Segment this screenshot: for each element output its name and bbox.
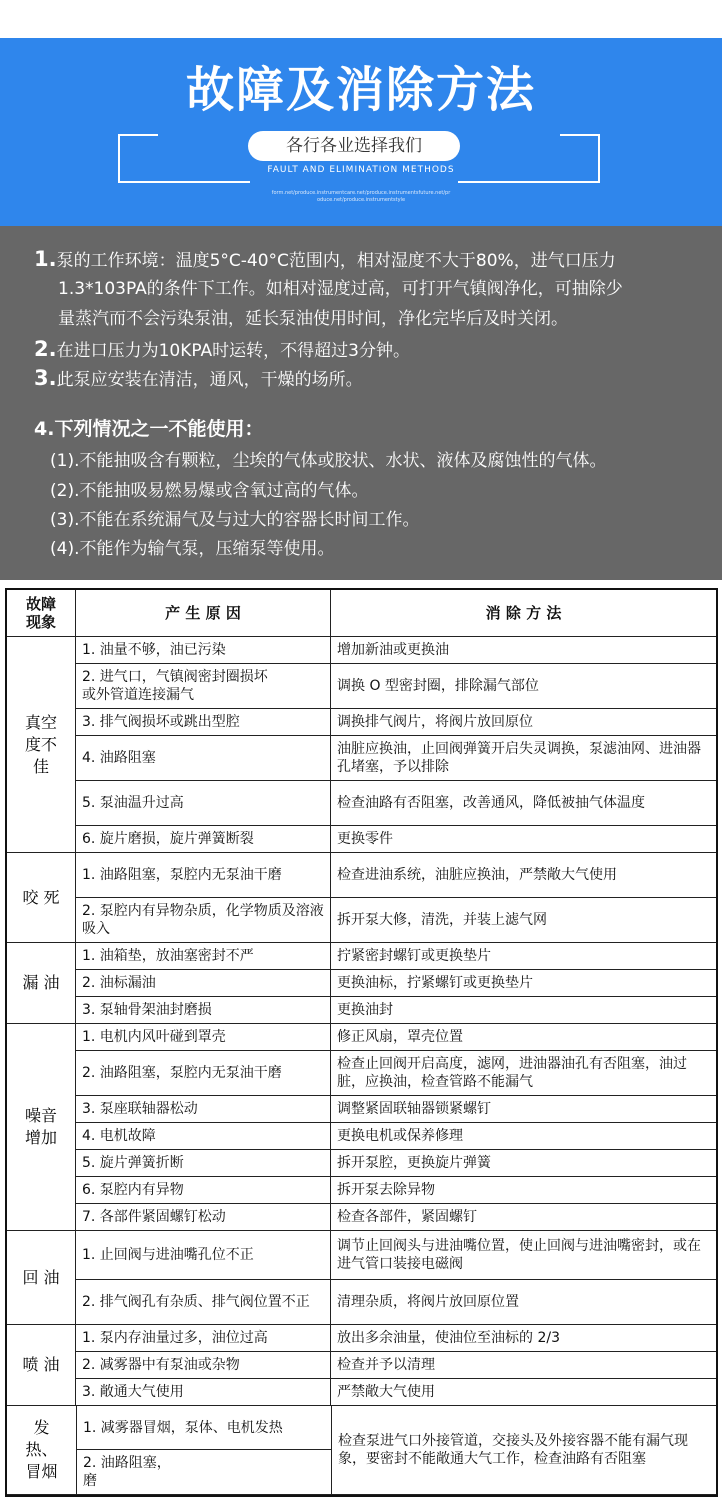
fault-group: [7, 1406, 716, 1495]
tiny-text-line-2: oduce.net/produce.instrumentstyle: [316, 197, 406, 203]
cause-cell: 3. 泵座联轴器松动: [76, 1096, 331, 1122]
symptom-cell: 喷 油: [7, 1325, 76, 1405]
note-1-text-1: 泵的工作环境：温度5°C-40°C范围内，相对湿度不大于80%，进气口压力: [56, 251, 616, 271]
note-4-item: (2).不能抽吸易燃易爆或含氧过高的气体。: [50, 481, 369, 501]
fix-cell: 更换油标，拧紧螺钉或更换垫片: [337, 975, 533, 991]
fix-cell: 检查油路有否阻塞，改善通风，降低被抽气体温度: [337, 795, 645, 811]
fault-table: [5, 588, 718, 1497]
fix-cell: 检查并予以清理: [337, 1357, 435, 1373]
cause-cell: 3. 泵轴骨架油封磨损: [76, 997, 331, 1023]
fix-cell: 调整紧固联轴器锁紧螺钉: [337, 1101, 491, 1117]
banner-left-line: [118, 134, 158, 136]
table-row: [76, 970, 716, 997]
fix-cell: 检查进油系统，油脏应换油，严禁敞大气使用: [337, 867, 617, 883]
cause-cell: 3. 排气阀损坏或跳出型腔: [76, 709, 331, 735]
note-1-line-1: [34, 246, 616, 274]
table-row: [76, 1280, 716, 1324]
note-1-line-3: 量蒸汽而不会污染泵油，延长泵油使用时间，净化完毕后及时关闭。: [58, 309, 568, 329]
fault-group-rows: [77, 1406, 716, 1494]
banner-left-bottom-line: [118, 181, 250, 183]
symptom-cell: 噪音 增加: [7, 1024, 76, 1230]
cause-cell: 2. 油路阻塞，泵腔内无泵油干磨: [76, 1051, 331, 1095]
table-header-row: [7, 590, 716, 637]
cause-cell: 6. 泵腔内有异物: [76, 1177, 331, 1203]
fault-group: [7, 1325, 716, 1406]
fault-group: [7, 943, 716, 1024]
table-row: [76, 826, 716, 852]
table-row: [76, 736, 716, 781]
fix-cell: 拆开泵去除异物: [337, 1182, 435, 1198]
fix-cell: 增加新油或更换油: [337, 642, 449, 658]
cause-cell: 2. 排气阀孔有杂质、排气阀位置不正: [76, 1280, 331, 1324]
table-row: [76, 1231, 716, 1280]
fix-cell: 拆开泵大修，清洗，并装上滤气网: [337, 912, 547, 928]
cause-cell: 2. 油标漏油: [76, 970, 331, 996]
symptom-cell: 回 油: [7, 1231, 76, 1324]
header-symptom: 故障 现象: [7, 590, 76, 636]
fix-cell: 拆开泵腔，更换旋片弹簧: [337, 1155, 491, 1171]
table-row: [76, 1024, 716, 1051]
fix-cell: 严禁敞大气使用: [337, 1384, 435, 1400]
fix-cell: 检查泵进气口外接管道，交接头及外接容器不能有漏气现象，要密封不能敞通大气工作，检查油路有否阻塞: [338, 1433, 688, 1467]
cause-cell: 2. 泵腔内有异物杂质，化学物质及溶液吸入: [76, 898, 331, 942]
table-row: [76, 898, 716, 942]
cause-cell: 1. 减雾器冒烟，泵体、电机发热: [77, 1406, 332, 1450]
tiny-text-line-1: form.net/produce.instrumentcare.net/produce.instrumentsfuture.net/pr: [271, 190, 451, 196]
table-row: [76, 781, 716, 826]
header-fix: 消 除 方 法: [485, 604, 562, 622]
table-row: [76, 1204, 716, 1230]
cause-cell: 5. 旋片弹簧折断: [76, 1150, 331, 1176]
fault-group-rows: [76, 943, 716, 1023]
fix-cell: 检查止回阀开启高度，滤网，进油器油孔有否阻塞，油过脏，应换油，检查管路不能漏气: [337, 1056, 687, 1090]
cause-cell: 1. 止回阀与进油嘴孔位不正: [76, 1231, 331, 1279]
table-row: [76, 709, 716, 736]
table-row: [76, 1150, 716, 1177]
cause-cell: 6. 旋片磨损，旋片弹簧断裂: [76, 826, 331, 852]
symptom-cell: 真空 度不 佳: [7, 637, 76, 852]
cause-cell: 1. 油箱垫，放油塞密封不严: [76, 943, 331, 969]
fix-cell: 放出多余油量，使油位至油标的 2/3: [337, 1330, 560, 1346]
banner-right-bottom-line: [458, 181, 600, 183]
table-row: [76, 853, 716, 898]
cause-cell: 4. 电机故障: [76, 1123, 331, 1149]
cause-cell: 2. 减雾器中有泵油或杂物: [76, 1352, 331, 1378]
note-3-text: 此泵应安装在清洁，通风，干燥的场所。: [56, 370, 363, 390]
fault-group: [7, 1231, 716, 1325]
note-1-line-2: 1.3*103PA的条件下工作。如相对湿度过高，可打开气镇阀净化，可抽除少: [58, 279, 623, 299]
note-1-number: 1.: [34, 247, 57, 271]
cause-cell: 1. 泵内存油量过多，油位过高: [76, 1325, 331, 1351]
cause-cell: 1. 电机内风叶碰到罩壳: [76, 1024, 331, 1050]
fix-cell: 更换油封: [337, 1002, 393, 1018]
cause-cell: 1. 油路阻塞，泵腔内无泵油干磨: [76, 853, 331, 897]
cause-cell: 5. 泵油温升过高: [76, 781, 331, 825]
fix-cell: 更换电机或保养修理: [337, 1128, 463, 1144]
table-row: [76, 997, 716, 1023]
tiny-text: [0, 190, 722, 204]
english-subtitle: FAULT AND ELIMINATION METHODS: [267, 165, 455, 175]
fix-cell: 修正风扇，罩壳位置: [337, 1029, 463, 1045]
cause-cell: 7. 各部件紧固螺钉松动: [76, 1204, 331, 1230]
table-row: [76, 1325, 716, 1352]
note-4-item: (4).不能作为输气泵，压缩泵等使用。: [50, 539, 335, 559]
page-title: 故障及消除方法: [185, 62, 536, 118]
fault-group-rows: [76, 853, 716, 942]
table-row: [76, 637, 716, 664]
slogan-pill: 各行各业选择我们: [248, 131, 460, 161]
table-row: [76, 1352, 716, 1379]
cause-cell: 2. 油路阻塞， 磨: [77, 1450, 332, 1494]
fix-cell: 检查各部件，紧固螺钉: [337, 1209, 477, 1225]
table-row: [76, 1096, 716, 1123]
fault-group-rows: [76, 1231, 716, 1324]
note-2: [34, 336, 410, 364]
header-cause: 产 生 原 因: [76, 590, 331, 636]
banner-right-line: [560, 134, 600, 136]
cause-cell: 4. 油路阻塞: [76, 736, 331, 780]
table-row: [76, 1123, 716, 1150]
table-row: [77, 1406, 716, 1467]
symptom-cell: 漏 油: [7, 943, 76, 1023]
table-row: [76, 1177, 716, 1204]
fix-cell: 调换排气阀片，将阀片放回原位: [337, 714, 533, 730]
note-4-heading: 4.下列情况之一不能使用：: [34, 418, 264, 440]
cause-cell: 1. 油量不够，油已污染: [76, 637, 331, 663]
fault-group-rows: [76, 637, 716, 852]
fix-cell: 调节止回阀头与进油嘴位置，使止回阀与进油嘴密封，或在进气管口装接电磁阀: [337, 1238, 701, 1272]
note-3-number: 3.: [34, 366, 57, 390]
fix-cell: 调换 O 型密封圈，排除漏气部位: [337, 678, 539, 694]
fault-group: [7, 1024, 716, 1231]
note-4-item: (3).不能在系统漏气及与过大的容器长时间工作。: [50, 510, 420, 530]
fix-cell: 更换零件: [337, 831, 393, 847]
fix-cell: 清理杂质，将阀片放回原位置: [337, 1294, 519, 1310]
table-row: [76, 664, 716, 709]
note-3: [34, 365, 363, 393]
note-2-number: 2.: [34, 337, 57, 361]
table-row: [76, 1051, 716, 1096]
fault-group: [7, 637, 716, 853]
note-2-text: 在进口压力为10KPA时运转，不得超过3分钟。: [56, 341, 410, 361]
cause-cell: 3. 敞通大气使用: [76, 1379, 331, 1405]
note-4-item: (1).不能抽吸含有颗粒，尘埃的气体或胶状、水状、液体及腐蚀性的气体。: [50, 451, 607, 471]
fault-group-rows: [76, 1325, 716, 1405]
cause-cell: 2. 进气口，气镇阀密封圈损坏 或外管道连接漏气: [76, 664, 331, 708]
table-row: [76, 943, 716, 970]
fault-group: [7, 853, 716, 943]
notes-section: [0, 226, 722, 580]
fault-group-rows: [76, 1024, 716, 1230]
symptom-cell: 咬 死: [7, 853, 76, 942]
fix-cell: 油脏应换油，止回阀弹簧开启失灵调换，泵滤油网、进油器孔堵塞，予以排除: [337, 741, 701, 775]
table-row: [76, 1379, 716, 1405]
fix-cell: 拧紧密封螺钉或更换垫片: [337, 948, 491, 964]
symptom-cell: 发 热、 冒烟: [7, 1406, 77, 1494]
